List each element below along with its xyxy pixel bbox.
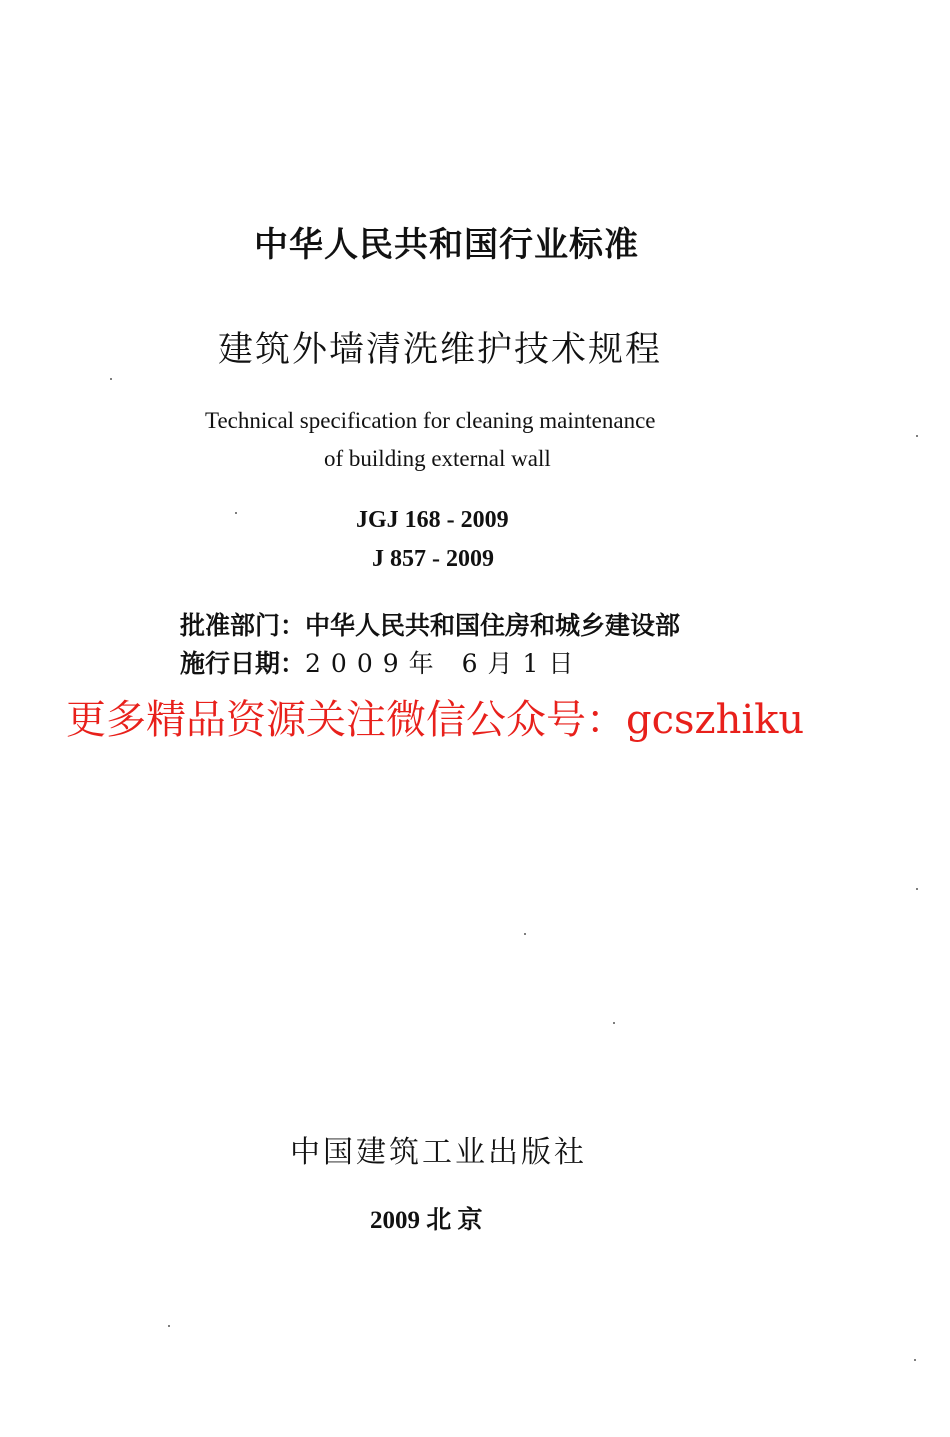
effective-date-value: 2009年 6月1日 <box>305 649 584 678</box>
document-title-english-line1: Technical specification for cleaning maintenance <box>205 408 656 433</box>
scan-speck <box>613 1022 615 1024</box>
standard-category: 中华人民共和国行业标准 <box>254 225 639 265</box>
effective-date-line <box>180 651 583 676</box>
promo-watermark-text: 更多精品资源关注微信公众号：gcszhiku <box>66 697 805 743</box>
scan-speck <box>110 378 112 380</box>
effective-date-label: 施行日期： <box>180 649 306 678</box>
scan-speck <box>914 1359 916 1361</box>
document-title-chinese: 建筑外墙清洗维护技术规程 <box>218 330 663 370</box>
scan-speck <box>916 888 918 890</box>
publisher-name: 中国建筑工业出版社 <box>290 1135 587 1170</box>
approval-department: 批准部门：中华人民共和国住房和城乡建设部 <box>180 611 681 640</box>
scan-speck <box>235 512 237 514</box>
scan-speck <box>168 1325 170 1327</box>
scan-speck <box>916 435 918 437</box>
scan-speck <box>524 933 526 935</box>
document-title-english-line2: of building external wall <box>324 446 551 471</box>
publication-place-year: 2009 北 京 <box>370 1207 483 1234</box>
standard-code-primary: JGJ 168 - 2009 <box>356 507 509 533</box>
standard-code-secondary: J 857 - 2009 <box>372 546 494 572</box>
